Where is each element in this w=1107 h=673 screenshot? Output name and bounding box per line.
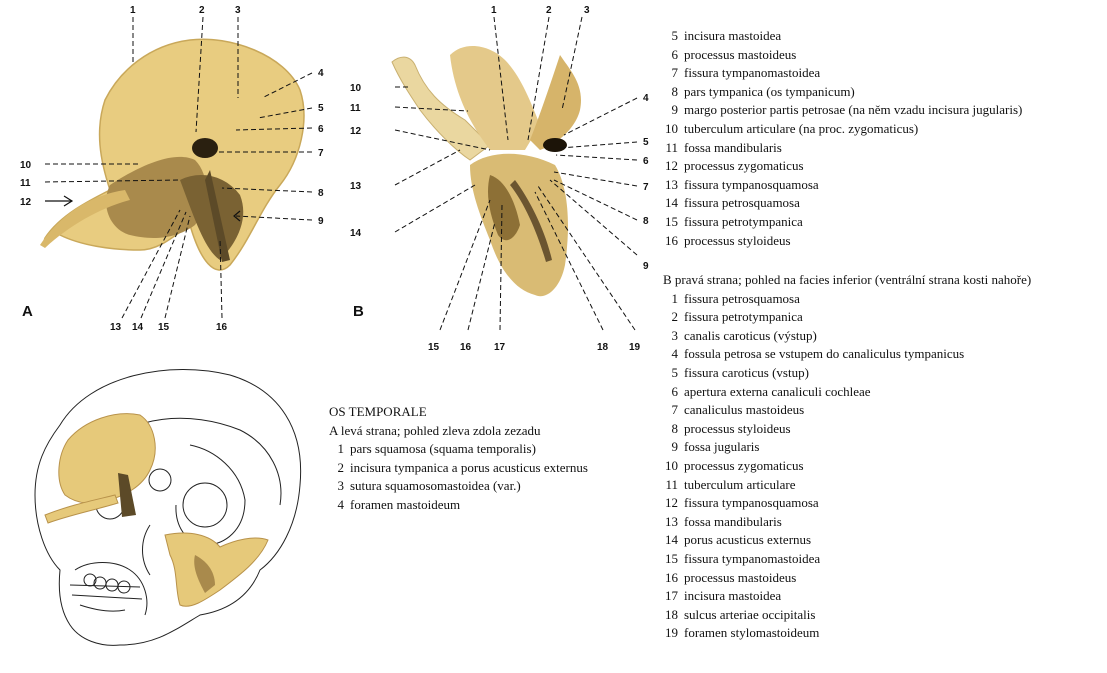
- callout-b-14: 14: [350, 228, 362, 239]
- callout-a-7: 7: [318, 148, 324, 159]
- callout-b-7: 7: [643, 182, 649, 193]
- callout-a-4: 4: [318, 68, 324, 79]
- legend-item: 19 foramen stylomastoideum: [665, 625, 820, 641]
- callout-a-1: 1: [130, 5, 136, 16]
- legend-title: OS TEMPORALE: [329, 404, 427, 419]
- callout-b-5: 5: [643, 137, 649, 148]
- legend-item: 11 tuberculum articulare: [665, 476, 796, 492]
- legend-item: 3 sutura squamosomastoidea (var.): [337, 478, 521, 494]
- legend-item: 15 fissura tympanomastoidea: [665, 550, 821, 566]
- legend-a-continued: [663, 27, 1022, 250]
- legend-item: 2 incisura tympanica a porus acusticus externus: [337, 459, 588, 475]
- legend-item: 4 fossula petrosa se vstupem do canaliculus tympanicus: [671, 346, 965, 362]
- callout-a-8: 8: [318, 188, 324, 199]
- legend-item: 16 processus styloideus: [665, 232, 791, 248]
- callout-b-12: 12: [350, 126, 362, 137]
- legend-item: 15 fissura petrotympanica: [665, 213, 803, 229]
- callout-b-13: 13: [350, 181, 362, 192]
- callout-b-16: 16: [460, 342, 472, 353]
- figure-a: [0, 0, 340, 340]
- callout-b-18: 18: [597, 342, 609, 353]
- legend-item: 14 fissura petrosquamosa: [665, 195, 800, 211]
- callout-a-6: 6: [318, 124, 324, 135]
- callout-b-19: 19: [629, 342, 641, 353]
- legend-item: 1 fissura petrosquamosa: [671, 290, 800, 306]
- callout-a-14: 14: [132, 322, 144, 333]
- callout-b-15: 15: [428, 342, 440, 353]
- panel-letter-b: B: [353, 303, 364, 320]
- legend-item: 13 fossa mandibularis: [665, 513, 782, 529]
- callout-a-2: 2: [199, 5, 205, 16]
- legend-a: [329, 403, 588, 515]
- callout-a-13: 13: [110, 322, 122, 333]
- legend-item: 18 sulcus arteriae occipitalis: [665, 606, 816, 622]
- callout-a-11: 11: [20, 178, 31, 189]
- legend-item: 1 pars squamosa (squama temporalis): [337, 441, 536, 457]
- callout-b-11: 11: [350, 103, 361, 114]
- legend-item: 6 processus mastoideus: [671, 46, 797, 62]
- callout-a-3: 3: [235, 5, 241, 16]
- legend-item: 4 foramen mastoideum: [337, 496, 461, 512]
- callout-b-1: 1: [491, 5, 497, 16]
- callout-b-6: 6: [643, 156, 649, 167]
- legend-item: 13 fissura tympanosquamosa: [665, 176, 819, 192]
- legend-item: 14 porus acusticus externus: [665, 532, 812, 548]
- legend-item: 8 pars tympanica (os tympanicum): [671, 83, 855, 99]
- legend-item: 6 apertura externa canaliculi cochleae: [671, 383, 871, 399]
- figure-b: [340, 0, 660, 360]
- legend-item: 2 fissura petrotympanica: [671, 309, 803, 325]
- callout-b-3: 3: [584, 5, 590, 16]
- legend-item: 12 processus zygomaticus: [665, 158, 804, 174]
- legend-item: 9 margo posterior partis petrosae (na něm vzadu incisura jugularis): [671, 102, 1023, 118]
- legend-item: 11 fossa mandibularis: [665, 139, 782, 155]
- panel-letter-a: A: [22, 303, 33, 320]
- legend-b: [663, 271, 1031, 643]
- legend-item: 16 processus mastoideus: [665, 569, 797, 585]
- callout-a-12: 12: [20, 197, 32, 208]
- callout-a-10: 10: [20, 160, 32, 171]
- legend-item: 10 tuberculum articulare (na proc. zygomaticus): [665, 120, 919, 136]
- callout-a-16: 16: [216, 322, 228, 333]
- skull-illustration: [0, 355, 320, 665]
- legend-a-subtitle: A levá strana; pohled zleva zdola zezadu: [329, 422, 541, 438]
- legend-item: 8 processus styloideus: [671, 420, 791, 436]
- callout-b-10: 10: [350, 83, 362, 94]
- callout-b-8: 8: [643, 216, 649, 227]
- callout-b-9: 9: [643, 261, 649, 272]
- legend-item: 17 incisura mastoidea: [665, 588, 782, 604]
- legend-b-subtitle: B pravá strana; pohled na facies inferior (ventrální strana kosti nahoře): [663, 272, 1032, 287]
- legend-item: 5 incisura mastoidea: [671, 28, 782, 43]
- bone-illustration-a: [40, 39, 304, 270]
- legend-item: 9 fossa jugularis: [671, 439, 760, 455]
- callout-a-15: 15: [158, 322, 170, 333]
- highlighted-temporal-bone: [59, 414, 155, 504]
- legend-item: 3 canalis caroticus (výstup): [671, 327, 817, 343]
- callout-a-9: 9: [318, 216, 324, 227]
- callout-b-4: 4: [643, 93, 649, 104]
- legend-item: 5 fissura caroticus (vstup): [671, 364, 809, 380]
- callout-a-5: 5: [318, 103, 324, 114]
- legend-item: 7 fissura tympanomastoidea: [671, 65, 821, 81]
- legend-item: 10 processus zygomaticus: [665, 457, 804, 473]
- legend-item: 7 canaliculus mastoideus: [671, 402, 805, 418]
- legend-item: 12 fissura tympanosquamosa: [665, 495, 819, 511]
- callout-b-2: 2: [546, 5, 552, 16]
- callout-b-17: 17: [494, 342, 506, 353]
